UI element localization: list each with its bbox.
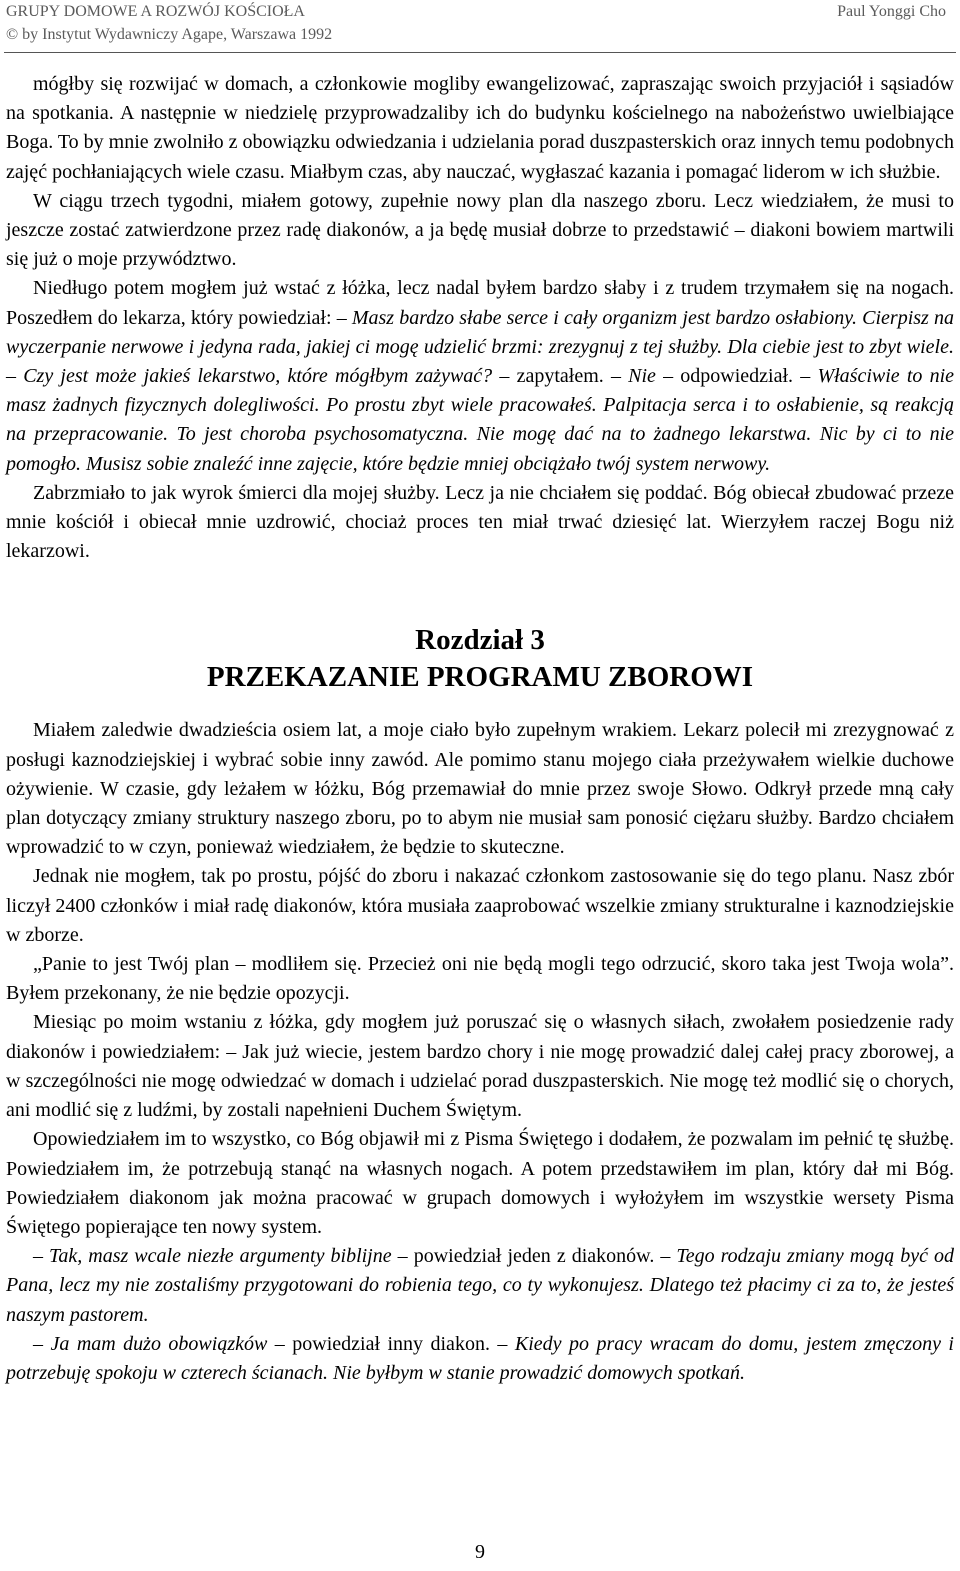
paragraph — [6, 1008, 954, 1125]
italic-text-run: Czy jest może jakieś lekarstwo, które mógłbym zażywać? — [23, 365, 493, 388]
italic-text-run: Właściwie to nie masz żadnych fizycznych dolegliwości. Po prostu zbyt wiele pracowałeś. Palpitacja serca i to osłabienie, są reakcją na przepracowanie. To jest choroba psychosomatyczna. Nie mogę dać na to żadnego lekarstwa. Nic by ci to nie pomogło. Musisz sobie znaleźć inne zajęcie, które będzie mniej obciążało twój system nerwowy. — [6, 365, 955, 475]
text-run: W ciągu trzech tygodni, miałem gotowy, zupełnie nowy plan dla naszego zboru. Lecz wiedziałem, że musi to jeszcze zostać zatwierdzone przez radę diakonów, a ja będę musiał dobrze to przedstawić – diakoni bowiem martwili się już o moje przywództwo. — [6, 189, 954, 271]
text-run: – — [33, 1332, 51, 1355]
text-run: Niedługo potem mogłem już wstać z łóżka, lecz nadal byłem bardzo słaby i z trudem trzymałem się na nogach. Poszedłem do lekarza, który powiedział: – — [6, 277, 954, 329]
paragraph — [6, 950, 954, 1008]
text-after-chapter — [6, 716, 954, 1388]
italic-text-run: Nie — [628, 365, 656, 388]
text-run: Jednak nie mogłem, tak po prostu, pójść do zboru i nakazać członkom zastosowanie się do tego planu. Nasz zbór liczył 2400 członków i miał radę diakonów, która musiała zaaprobować wszelkie zmiany strukturalne i kaznodziejskie w zborze. — [6, 865, 954, 946]
paragraph — [6, 1330, 954, 1388]
text-run: – — [33, 1245, 50, 1268]
italic-text-run: Kiedy po pracy wracam do domu, jestem zmęczony i potrzebuję spokoju w czterech ścianach. Nie byłbym w stanie prowadzić domowych spotkań. — [6, 1332, 954, 1384]
text-run: – powiedział inny diakon. – — [267, 1332, 515, 1355]
paragraph — [6, 716, 954, 862]
text-run: Opowiedziałem im to wszystko, co Bóg objawił mi z Pisma Świętego i dodałem, że pozwalam im pełnić tę służbę. Powiedziałem im, że potrzebują stanąć na własnych nogach. A potem przedstawiłem im plan, który dał mi Bóg. Powiedziałem diakonom jak można pracować w grupach domowych i wyłożyłem im wszystkie wersety Pisma Świętego popierające ten nowy system. — [6, 1128, 954, 1238]
italic-text-run: Ja mam dużo obowiązków — [50, 1332, 268, 1355]
italic-text-run: Tak, masz wcale niezłe argumenty biblijne — [49, 1245, 392, 1268]
italic-text-run: Tego rodzaju zmiany mogą być od Pana, lecz my nie zostaliśmy przygotowani do robienia tego, co ty wykonujesz. Dlatego też płacimy ci za to, że jesteś naszym pastorem. — [6, 1245, 955, 1326]
header-title: GRUPY DOMOWE A ROZWÓJ KOŚCIOŁA — [6, 3, 305, 20]
text-run: – — [6, 365, 24, 388]
paragraph — [6, 862, 954, 950]
chapter-number: Rozdział 3 — [415, 624, 545, 657]
header-publisher: © by Instytut Wydawniczy Agape, Warszawa 1992 — [6, 26, 333, 43]
text-run: „Panie to jest Twój plan – modliłem się. Przecież oni nie będą mogli tego odrzucić, skoro taka jest Twoja wola”. Byłem przekonany, że nie będzie opozycji. — [6, 953, 954, 1005]
text-run: – zapytałem. – — [492, 365, 629, 388]
chapter-title: PRZEKAZANIE PROGRAMU ZBOROWI — [206, 661, 754, 694]
text-run: – odpowiedział. – — [655, 365, 818, 388]
paragraph — [6, 1125, 954, 1242]
text-run: – powiedział jeden z diakonów. – — [391, 1245, 677, 1268]
text-run: Miesiąc po moim wstaniu z łóżka, gdy mogłem już poruszać się o własnych siłach, zwołałem posiedzenie rady diakonów i powiedziałem: – Jak już wiecie, jestem bardzo chory i nie mogę prowadzić dalej całej pracy zborowej, a w szczególności nie mogę odwiedzać w domach i udzielać porad duszpasterskich. Nie mogę też modlić się o chorych, ani modlić się z ludźmi, by zostali napełnieni Duchem Świętym. — [6, 1011, 954, 1122]
header-author: Paul Yonggi Cho — [837, 3, 946, 20]
text-before-chapter — [6, 70, 954, 566]
paragraph — [6, 70, 954, 187]
text-run: Zabrzmiało to jak wyrok śmierci dla mojej służby. Lecz ja nie chciałem się poddać. Bóg obiecał zbudować przeze mnie kościół i obiecał mnie uzdrowić, chociaż proces ten miał trwać dziesięć lat. Wierzyłem raczej Bogu niż lekarzowi. — [6, 481, 954, 563]
text-run: Miałem zaledwie dwadzieścia osiem lat, a moje ciało było zupełnym wrakiem. Lekarz polecił mi zrezygnować z posługi kaznodziejskiej i wybrać sobie inny zawód. Ale pomimo stanu mojego ciała przeżywałem wielkie duchowe ożywienie. W czasie, gdy leżałem w łóżku, Bóg przemawiał do mnie przez swoje Słowo. Odkrył przede mną cały plan dotyczący zmiany struktury naszego zboru, po to abym nie musiał sam ponosić ciężaru służby. Bardzo chciałem wprowadzić to w czyn, ponieważ wiedziałem, że będzie to skuteczne. — [6, 719, 954, 859]
text-run: mógłby się rozwijać w domach, a członkowie mogliby ewangelizować, zapraszając swoich przyjaciół i sąsiadów na spotkania. A następnie w niedzielę przyprowadzaliby ich do budynku kościelnego na nabożeństwo uwielbiające Boga. To by mnie zwolniło z obowiązku odwiedzania i udzielania porad duszpasterskich oraz innych temu podobnych zajęć pochłaniających wiele czasu. Miałbym czas, aby nauczać, wygłaszać kazania i pomagać liderom w ich służbie. — [6, 73, 954, 183]
chapter-heading — [6, 622, 954, 696]
paragraph — [6, 274, 954, 478]
italic-text-run: Masz bardzo słabe serce i cały organizm jest bardzo osłabiony. Cierpisz na wyczerpanie nerwowe i jedyna rada, jakiej ci mogę udzielić brzmi: zrezygnuj z tej służby. Dla ciebie jest to zbyt wiele. — [6, 306, 954, 358]
page-header — [6, 0, 954, 50]
paragraph — [6, 479, 954, 567]
header-rule — [4, 52, 956, 53]
paragraph — [6, 1242, 954, 1330]
paragraph — [6, 187, 954, 275]
page-number: 9 — [475, 1541, 485, 1563]
page-content — [6, 70, 954, 1388]
